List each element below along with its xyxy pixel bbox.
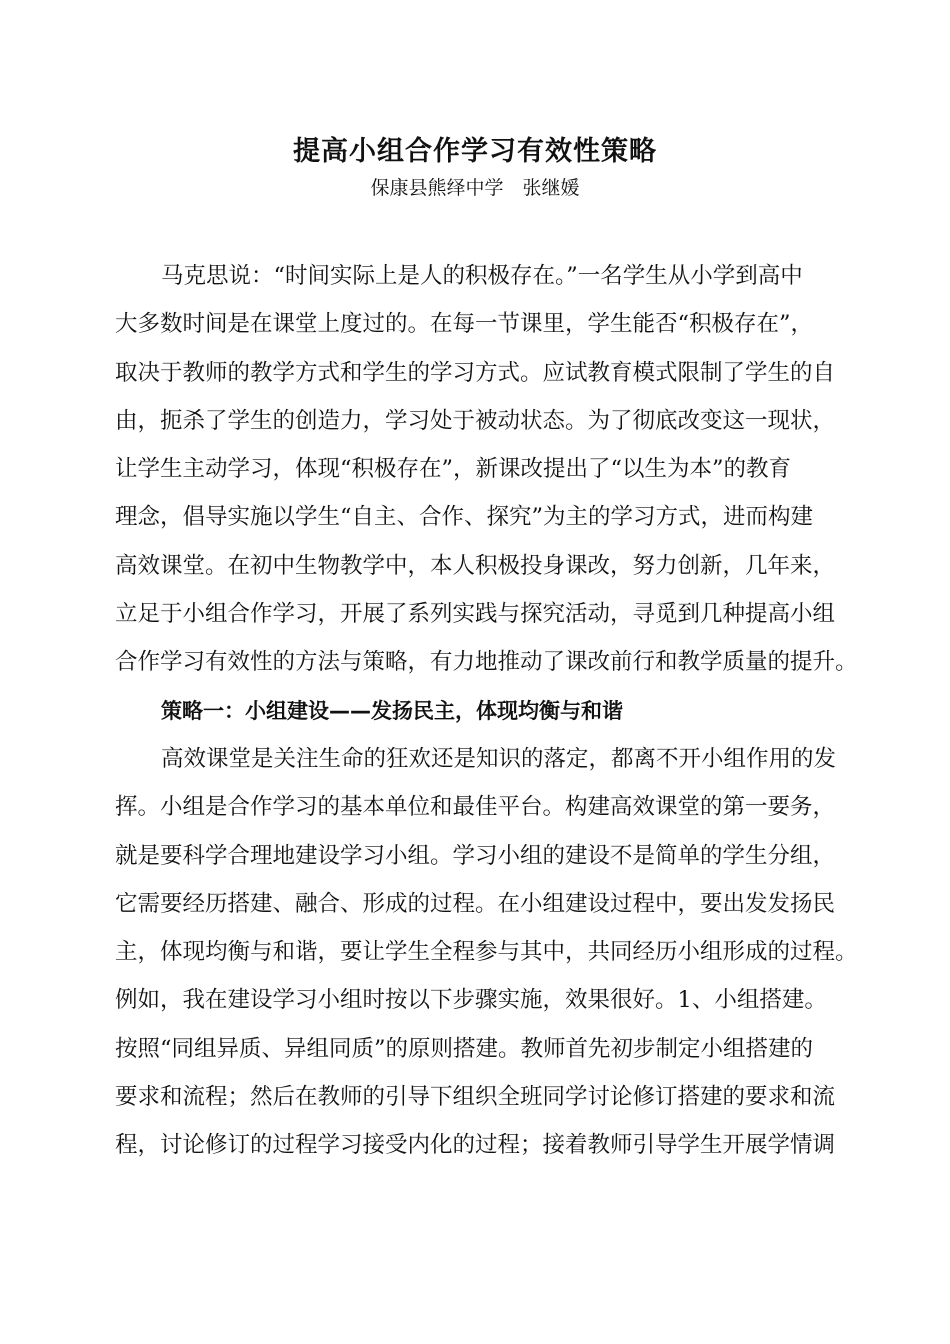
paragraph-line: 马克思说：“时间实际上是人的积极存在。”一名学生从小学到高中 xyxy=(161,263,803,289)
document-title: 提高小组合作学习有效性策略 xyxy=(293,136,657,167)
paragraph-line: 由，扼杀了学生的创造力，学习处于被动状态。为了彻底改变这一现状， xyxy=(115,407,836,434)
paragraph-line: 取决于教师的教学方式和学生的学习方式。应试教育模式限制了学生的自 xyxy=(115,359,836,386)
section-heading: 策略一：小组建设——发扬民主，体现均衡与和谐 xyxy=(161,698,623,723)
paragraph-line: 大多数时间是在课堂上度过的。在每一节课里，学生能否“积极存在”， xyxy=(115,311,814,338)
paragraph-line: 理念，倡导实施以学生“自主、合作、探究”为主的学习方式，进而构建 xyxy=(115,504,814,531)
paragraph-line: 立足于小组合作学习，开展了系列实践与探究活动，寻觅到几种提高小组 xyxy=(115,601,836,628)
paragraph-line: 高效课堂。在初中生物教学中，本人积极投身课改，努力创新，几年来， xyxy=(115,552,836,579)
paragraph-line: 高效课堂是关注生命的狂欢还是知识的落定，都离不开小组作用的发 xyxy=(161,745,837,772)
paragraph-line: 让学生主动学习，体现“积极存在”，新课改提出了“以生为本”的教育 xyxy=(115,456,792,483)
paragraph-line: 要求和流程；然后在教师的引导下组织全班同学讨论修订搭建的要求和流 xyxy=(115,1084,836,1111)
paragraph-line: 合作学习有效性的方法与策略，有力地推动了课改前行和教学质量的提升。 xyxy=(115,649,858,676)
paragraph-line: 主，体现均衡与和谐，要让学生全程参与其中，共同经历小组形成的过程。 xyxy=(115,939,858,966)
paragraph-line: 它需要经历搭建、融合、形成的过程。在小组建设过程中，要出发发扬民 xyxy=(115,890,836,917)
paragraph-line: 挥。小组是合作学习的基本单位和最佳平台。构建高效课堂的第一要务， xyxy=(115,794,836,821)
author-byline: 保康县熊绎中学 张继媛 xyxy=(370,177,580,199)
paragraph-line: 按照“同组异质、异组同质”的原则搭建。教师首先初步制定小组搭建的 xyxy=(115,1035,814,1062)
paragraph-line: 就是要科学合理地建设学习小组。学习小组的建设不是简单的学生分组， xyxy=(115,842,836,869)
body-text xyxy=(115,252,858,1170)
paragraph-line: 程，讨论修订的过程学习接受内化的过程；接着教师引导学生开展学情调 xyxy=(115,1132,836,1159)
paragraph-line: 例如，我在建设学习小组时按以下步骤实施，效果很好。1、小组搭建。 xyxy=(115,987,827,1014)
